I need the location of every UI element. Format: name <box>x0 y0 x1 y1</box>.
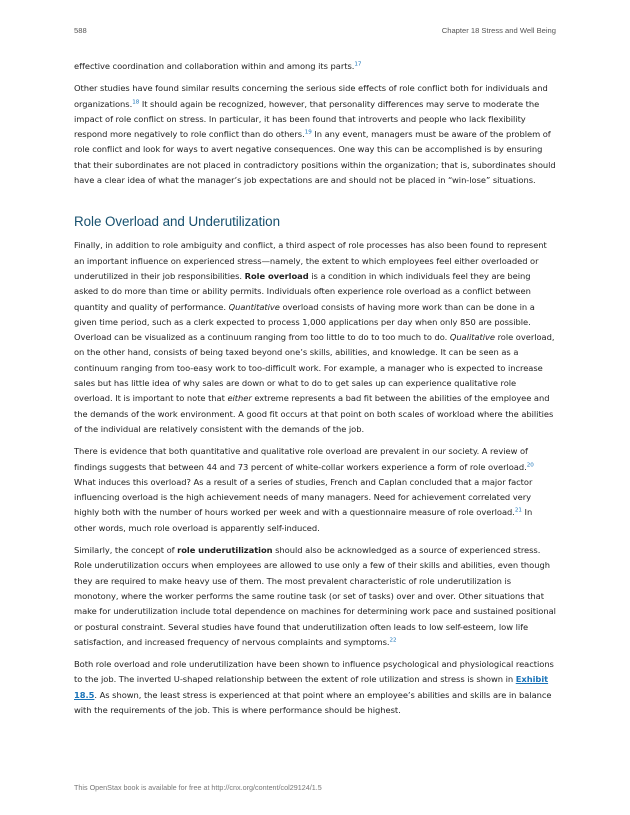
footnote-ref-17[interactable]: 17 <box>354 61 362 68</box>
text-run: effective coordination and collaboration within and among its parts. <box>74 61 355 71</box>
emphasis: Qualitative <box>449 332 495 343</box>
text-run: There is evidence that both quantitative and qualitative role overload are prevalent in our society. A review of findings suggests that between 44 and 73 percent of white-collar workers experience a form of role overload. <box>74 446 528 472</box>
footnote-ref-21[interactable]: 21 <box>514 508 522 515</box>
page-number: 588 <box>74 26 87 35</box>
text-run: In other words, much role overload is apparently self-induced. <box>74 507 533 533</box>
text-run: extreme represents a bad fit between the abilities of the employee and the demands of the work environment. A good fit occurs at that point on both scales of workload where the abilities of the individual are relatively consistent with the demands of the job. <box>74 393 554 434</box>
text-run: role overload, on the other hand, consists of being taxed beyond one’s skills, abilities, and knowledge. It can be seen as a continuum ranging from too-easy work to too-difficult work. For example, a manager who is expected to increase sales but has little idea of why sales are down or what to do to get sales up can experience qualitative role overload. It is important to note that <box>74 332 555 404</box>
text-run: is a condition in which individuals feel they are being asked to do more than time or ability permits. Individuals often experience role overload as a conflict between quantity and quality of performance. <box>74 270 531 312</box>
page-footer: This OpenStax book is available for free at http://cnx.org/content/col29124/1.5 <box>74 783 322 792</box>
paragraph <box>74 238 556 437</box>
chapter-title: Chapter 18 Stress and Well Being <box>441 26 556 35</box>
paragraph <box>74 657 556 718</box>
text-run: Both role overload and role underutilization have been shown to influence psychological and physiological reactions to the job. The inverted U-shaped relationship between the extent of role utilization and stress is shown in <box>74 659 554 685</box>
key-term: role underutilization <box>177 545 273 556</box>
text-run: In any event, managers must be aware of the problem of role conflict and look for ways to avert negative consequences. One way this can be accomplished is by ensuring that their subordinates are not placed in contradictory positions within the organization; that is, subordinates should have a clear idea of what the manager’s job expectations are and should not be placed in “win-lose” situations. <box>74 129 556 186</box>
body-text <box>74 59 556 718</box>
footnote-ref-18[interactable]: 18 <box>132 99 140 106</box>
footnote-ref-22[interactable]: 22 <box>389 637 397 644</box>
emphasis: Quantitative <box>228 301 280 312</box>
exhibit-link[interactable]: Exhibit 18.5 <box>74 674 549 700</box>
section-heading: Role Overload and Underutilization <box>74 214 280 230</box>
paragraph <box>74 81 556 188</box>
paragraph <box>74 59 556 74</box>
text-run: . As shown, the least stress is experienced at that point where an employee’s abilities and skills are in balance with the requirements of the job. This is where performance should be highest. <box>74 689 552 715</box>
text-run: Finally, in addition to role ambiguity and conflict, a third aspect of role processes has also been found to represent an important influence on experienced stress—namely, the extent to which employees feel either overloaded or underutilized in their job responsibilities. <box>74 240 547 281</box>
text-run: should also be acknowledged as a source of experienced stress. Role underutilization occurs when employees are allowed to use only a few of their skills and abilities, even though they are required to make heavy use of them. The most prevalent characteristic of role underutilization is monotony, where the worker performs the same routine task (or set of tasks) over and over. Other situations that make for underutilization include total dependence on machines for determining work pace and sustained positional or postural constraint. Several studies have found that underutilization often leads to low self-esteem, low life satisfaction, and increased frequency of nervous complaints and symptoms. <box>74 545 556 647</box>
text-run: What induces this overload? As a result of a series of studies, French and Caplan concluded that a major factor influencing overload is the high achievement needs of many managers. Need for achievement correlated very highly both with the number of hours worked per week and with a questionnaire measure of role overload. <box>74 476 533 518</box>
running-header <box>74 26 556 38</box>
footnote-ref-20[interactable]: 20 <box>526 462 534 469</box>
footnote-ref-19[interactable]: 19 <box>304 129 312 136</box>
key-term: Role overload <box>244 270 309 281</box>
paragraph <box>74 543 556 650</box>
text-run: Other studies have found similar results concerning the serious side effects of role conflict both for individuals and organizations. <box>74 83 548 109</box>
text-run: It should again be recognized, however, that personality differences may serve to moderate the impact of role conflict on stress. In particular, it has been found that introverts and people who lack flexibility respond more negatively to role conflict than do others. <box>74 98 540 140</box>
emphasis: either <box>227 393 252 404</box>
text-run: overload consists of having more work than can be done in a given time period, such as a clerk expected to process 1,000 applications per day when only 850 are possible. Overload can be visualized as a continuum ranging from too little to do to too much to do. <box>74 301 535 343</box>
paragraph <box>74 444 556 536</box>
text-run: Similarly, the concept of <box>74 545 178 556</box>
